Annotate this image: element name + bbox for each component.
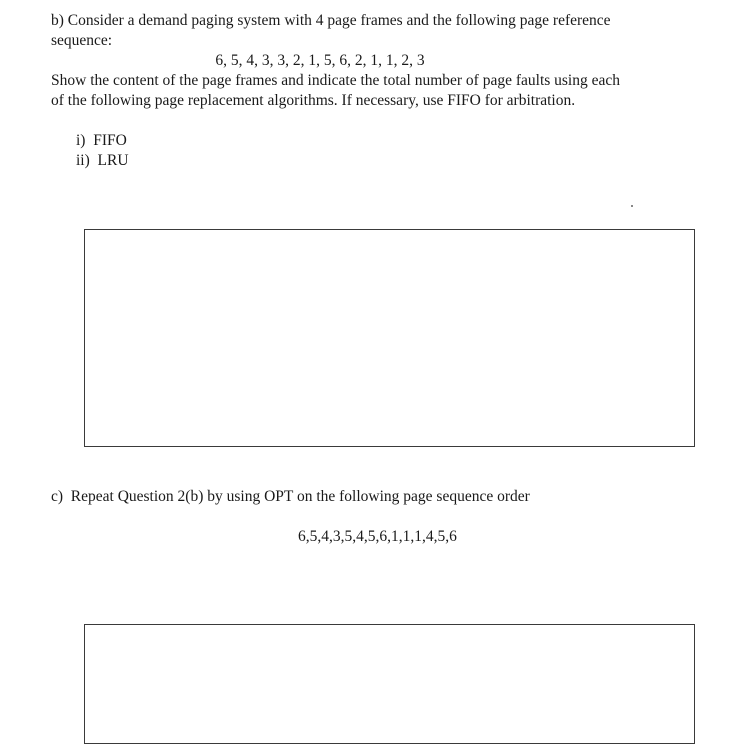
answer-box-b[interactable] (84, 229, 695, 447)
algorithm-lru: ii) LRU (76, 152, 129, 169)
stray-dot (631, 205, 633, 207)
reference-sequence-c: 6,5,4,3,5,4,5,6,1,1,1,4,5,6 (298, 528, 457, 545)
question-c: c) Repeat Question 2(b) by using OPT on the following page sequence order (51, 488, 530, 505)
question-b-line-1: b) Consider a demand paging system with 4 page frames and the following page reference (51, 12, 611, 29)
instruction-line-2: of the following page replacement algorithms. If necessary, use FIFO for arbitration. (51, 92, 576, 109)
answer-box-c[interactable] (84, 624, 695, 744)
instruction-line-1: Show the content of the page frames and indicate the total number of page faults using each (51, 72, 621, 89)
reference-sequence-b: 6, 5, 4, 3, 3, 2, 1, 5, 6, 2, 1, 1, 2, 3 (215, 52, 425, 69)
algorithm-fifo: i) FIFO (76, 132, 127, 149)
question-b-line-2: sequence: (51, 32, 113, 49)
